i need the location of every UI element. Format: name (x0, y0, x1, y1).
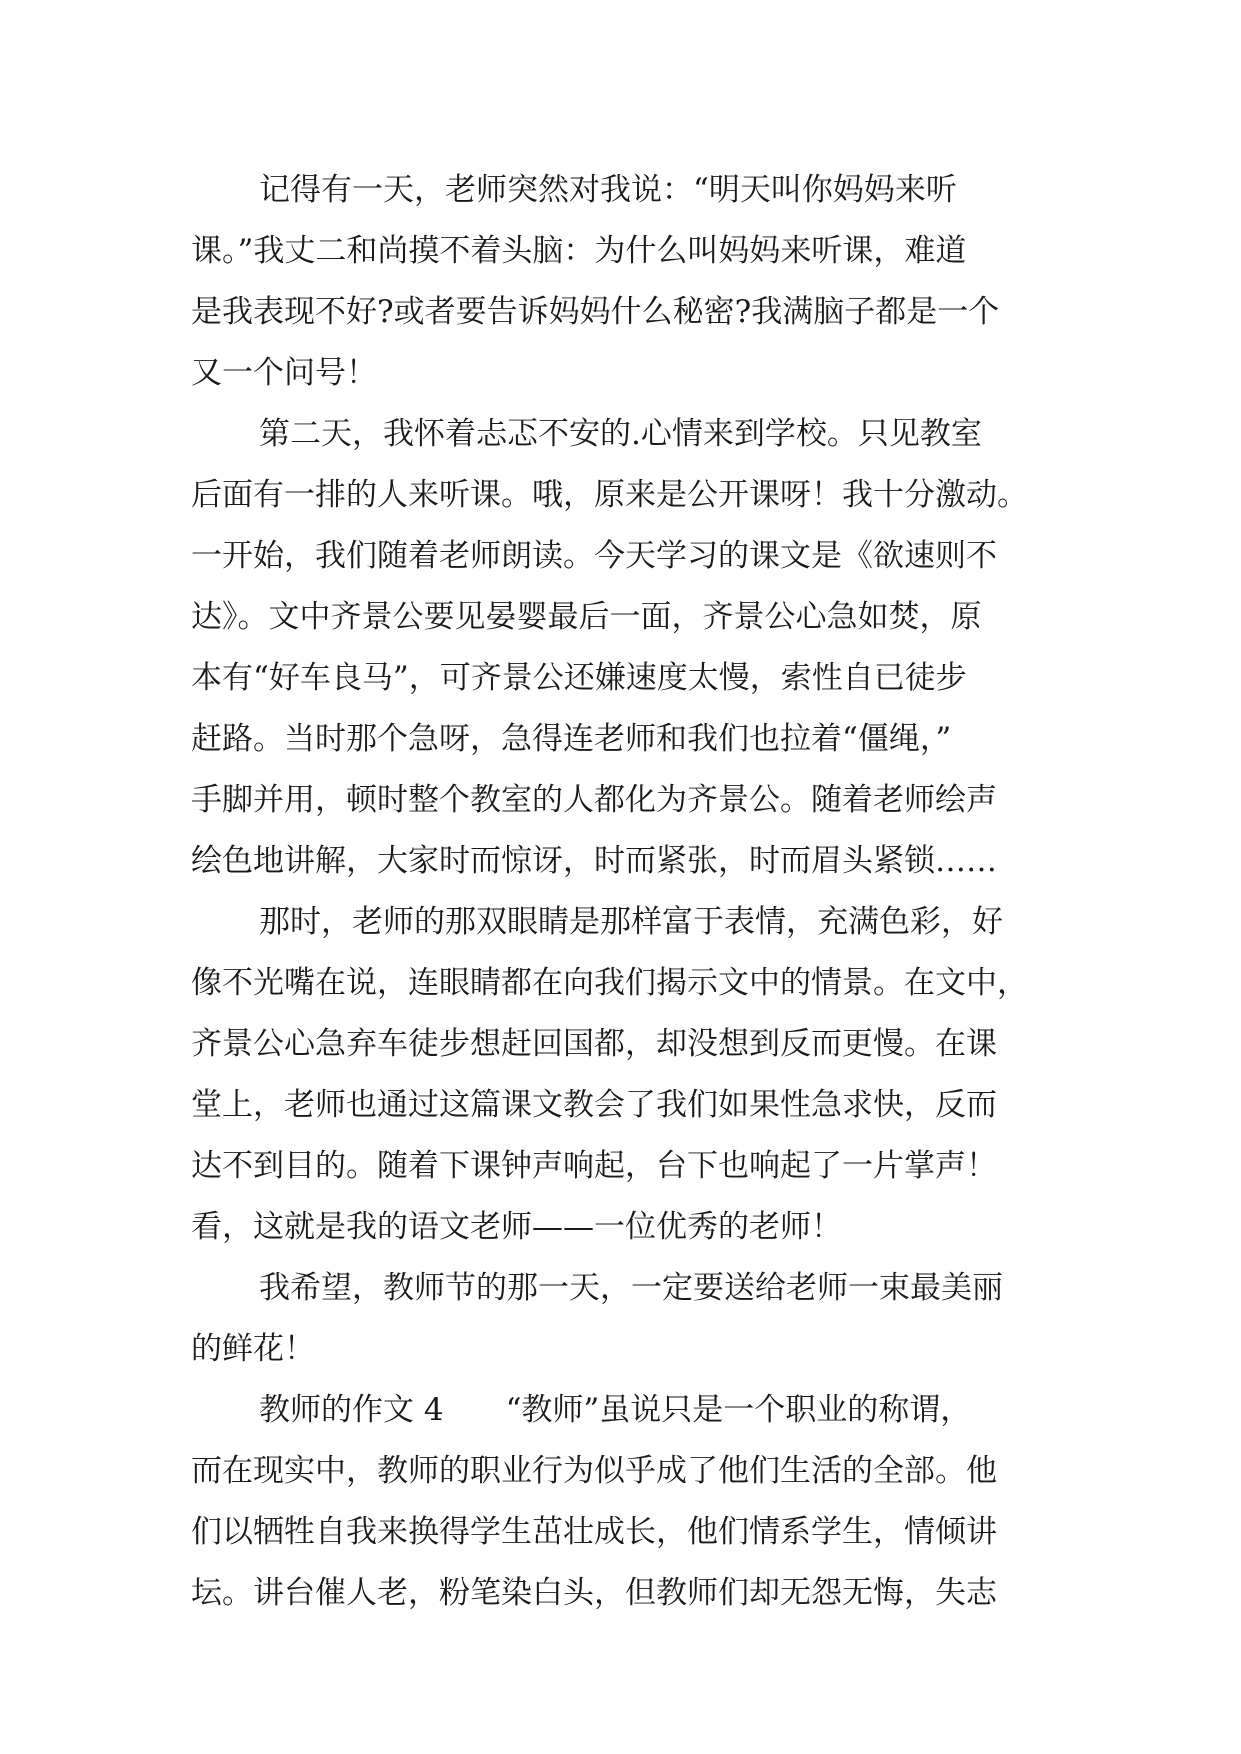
text-line: 我希望，教师节的那一天，一定要送给老师一束最美丽 (259, 1270, 1003, 1306)
text-line: 绘色地讲解，大家时而惊讶，时而紧张，时而眉头紧锁…… (191, 843, 997, 879)
text-line: 达》。文中齐景公要见晏婴最后一面，齐景公心急如焚，原 (191, 599, 982, 635)
text-line: 手脚并用，顿时整个教室的人都化为齐景公。随着老师绘声 (191, 782, 997, 818)
text-line: 本有“好车良马”，可齐景公还嫌速度太慢，索性自已徒步 (191, 660, 967, 696)
text-line: 一开始，我们随着老师朗读。今天学习的课文是《欲速则不 (191, 538, 997, 574)
text-line: 那时，老师的那双眼睛是那样富于表情，充满色彩，好 (259, 904, 1003, 940)
text-line: 教师的作文 4 “教师”虽说只是一个职业的称谓， (259, 1392, 972, 1428)
text-line: 坛。讲台催人老，粉笔染白头，但教师们却无怨无悔，失志 (191, 1575, 997, 1611)
text-line: 又一个问号！ (191, 355, 377, 391)
text-line: 们以牺牲自我来换得学生茁壮成长，他们情系学生，情倾讲 (191, 1514, 997, 1550)
text-line: 后面有一排的人来听课。哦，原来是公开课呀！我十分激动。 (191, 477, 1028, 513)
essay-body (191, 160, 1061, 1624)
text-line: 是我表现不好?或者要告诉妈妈什么秘密?我满脑子都是一个 (191, 294, 1000, 330)
text-line: 而在现实中，教师的职业行为似乎成了他们生活的全部。他 (191, 1453, 997, 1489)
text-line: 像不光嘴在说，连眼睛都在向我们揭示文中的情景。在文中， (191, 965, 1028, 1001)
text-line: 达不到目的。随着下课钟声响起，台下也响起了一片掌声！ (191, 1148, 997, 1184)
text-line: 赶路。当时那个急呀，急得连老师和我们也拉着“僵绳，” (191, 721, 952, 757)
text-line: 记得有一天，老师突然对我说：“明天叫你妈妈来听 (259, 172, 957, 208)
text-line: 第二天，我怀着忐忑不安的.心情来到学校。只见教室 (259, 416, 982, 452)
text-line: 齐景公心急弃车徒步想赶回国都，却没想到反而更慢。在课 (191, 1026, 997, 1062)
text-line: 堂上，老师也通过这篇课文教会了我们如果性急求快，反而 (191, 1087, 997, 1123)
text-line: 看，这就是我的语文老师——一位优秀的老师！ (191, 1209, 842, 1245)
text-line: 的鲜花！ (191, 1331, 315, 1367)
text-line: 课。”我丈二和尚摸不着头脑：为什么叫妈妈来听课，难道 (191, 233, 967, 269)
